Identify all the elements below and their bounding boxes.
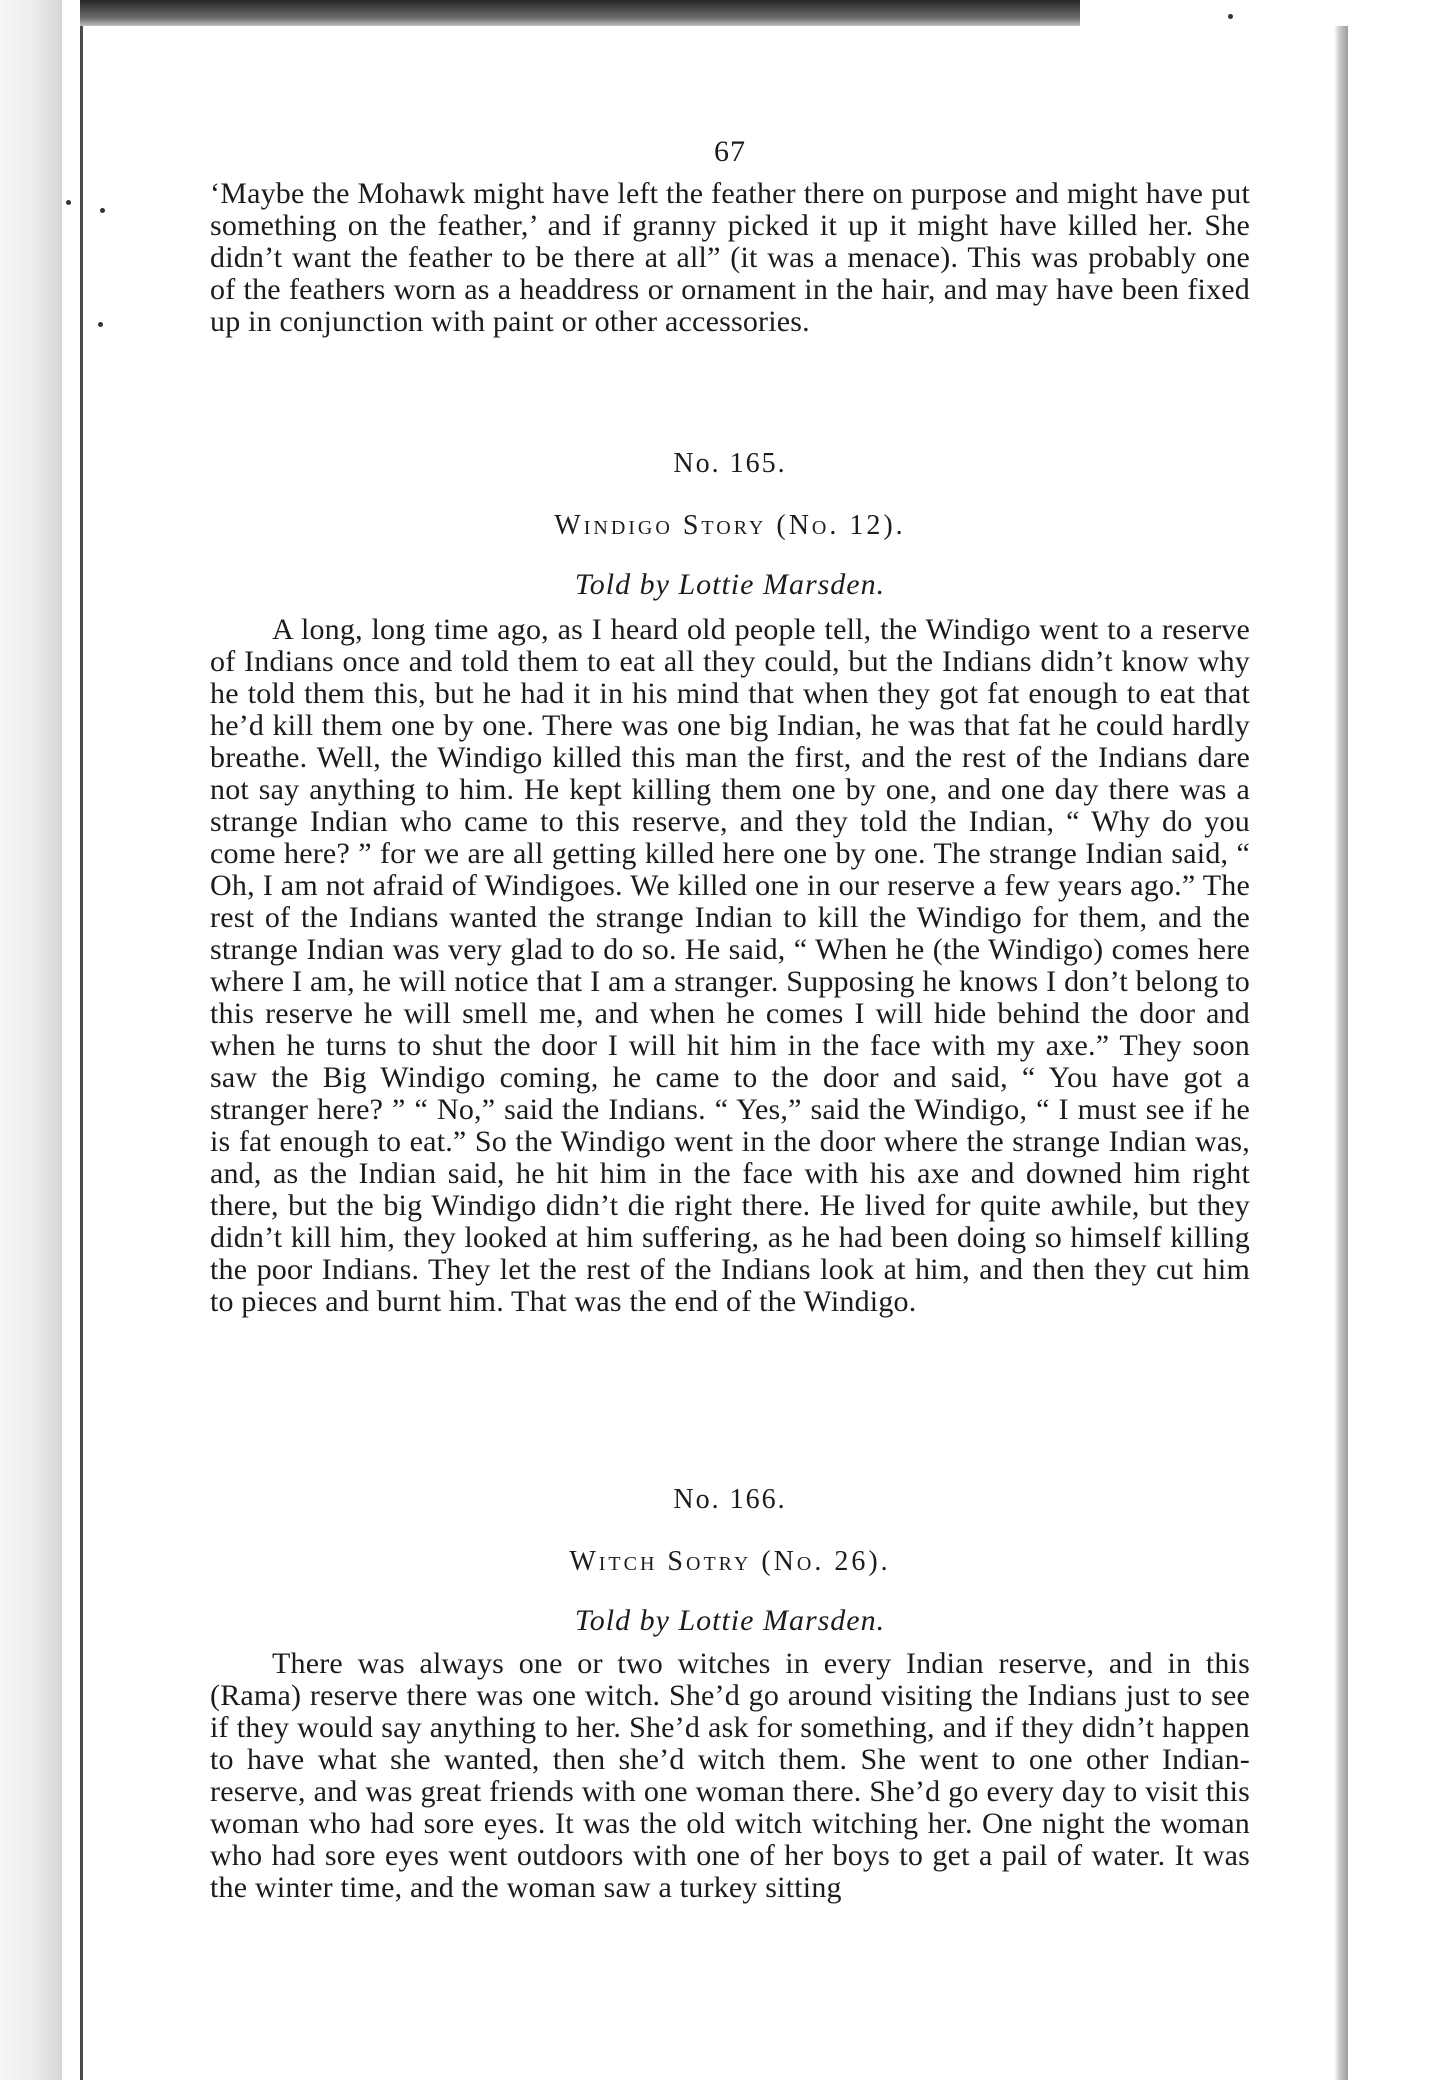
book-page bbox=[170, 0, 1290, 2080]
story-166-title: Witch Sotry (No. 26). bbox=[569, 1546, 891, 1577]
story-165-text: A long, long time ago, as I heard old people tell, the Windigo went to a reserve of Indians once and told them to eat all they could, but the Indians didn’t know why he told them this, but he had it in his mind that when they got fat enough to eat that he’d kill them one by one. There was one big Indian, he was that fat he could hardly breathe. Well, the Windigo killed this man the first, and the rest of the Indians dare not say anything to him. He kept killing them one by one, and one day there was a strange Indian who came to this reserve, and they told the Indian, “ Why do you come here? ” for we are all getting killed here one by one. The strange Indian said, “ Oh, I am not afraid of Windigoes. We killed one in our reserve a few years ago.” The rest of the Indians wanted the strange Indian to kill the Windigo for them, and the strange Indian was very glad to do so. He said, “ When he (the Windigo) comes here where I am, he will notice that I am a stranger. Supposing he knows I don’t belong to this reserve he will smell me, and when he comes I will hide behind the door and when he turns to shut the door I will hit him in the face with my axe.” They soon saw the Big Windigo coming, he came to the door and said, “ You have got a stranger here? ” “ No,” said the Indians. “ Yes,” said the Windigo, “ I must see if he is fat enough to eat.” So the Windigo went in the door where the strange Indian was, and, as the Indian said, he hit him in the face with his axe and downed him right there, but the big Windigo didn’t die right there. He lived for quite awhile, but they didn’t kill him, they looked at him suffering, as he had been doing so himself killing the poor Indians. They let the rest of the Indians look at him, and then they cut him to pieces and burnt him. That was the end of the Windigo. bbox=[210, 613, 1250, 1318]
opening-paragraph: ‘Maybe the Mohawk might have left the feather there on purpose and might have put something on the feather,’ and if granny picked it up it might have killed her. She didn’t want the feather to be there at all” (it was a menace). This was probably one of the feathers worn as a headdress or ornament in the hair, and may have been fixed up in conjunction with paint or other accessories. bbox=[210, 177, 1250, 338]
story-166-byline: Told by Lottie Marsden. bbox=[574, 1604, 886, 1637]
story-165-byline: Told by Lottie Marsden. bbox=[574, 568, 886, 601]
story-166-text: There was always one or two witches in every Indian reserve, and in this (Rama) reserve there was one witch. She’d go around visiting the Indians just to see if they would say anything to her. She’d ask for something, and if they didn’t happen to have what she wanted, then she’d witch them. She went to one other Indian-reserve, and was great friends with one woman there. She’d go every day to visit this woman who had sore eyes. It was the old witch witching her. One night the woman who had sore eyes went outdoors with one of her boys to get a pail of water. It was the winter time, and the woman saw a turkey sitting bbox=[210, 1647, 1250, 1904]
page-spine-edge bbox=[80, 0, 83, 2080]
story-165-number: No. 165. bbox=[673, 448, 787, 479]
scan-left-margin bbox=[0, 0, 62, 2080]
story-166-number: No. 166. bbox=[673, 1484, 787, 1515]
page-number: 67 bbox=[714, 135, 746, 168]
margin-speck bbox=[66, 200, 71, 205]
margin-speck bbox=[100, 208, 105, 213]
story-165-title: Windigo Story (No. 12). bbox=[554, 510, 906, 541]
margin-speck bbox=[98, 322, 103, 327]
page-right-edge bbox=[1334, 26, 1348, 2080]
